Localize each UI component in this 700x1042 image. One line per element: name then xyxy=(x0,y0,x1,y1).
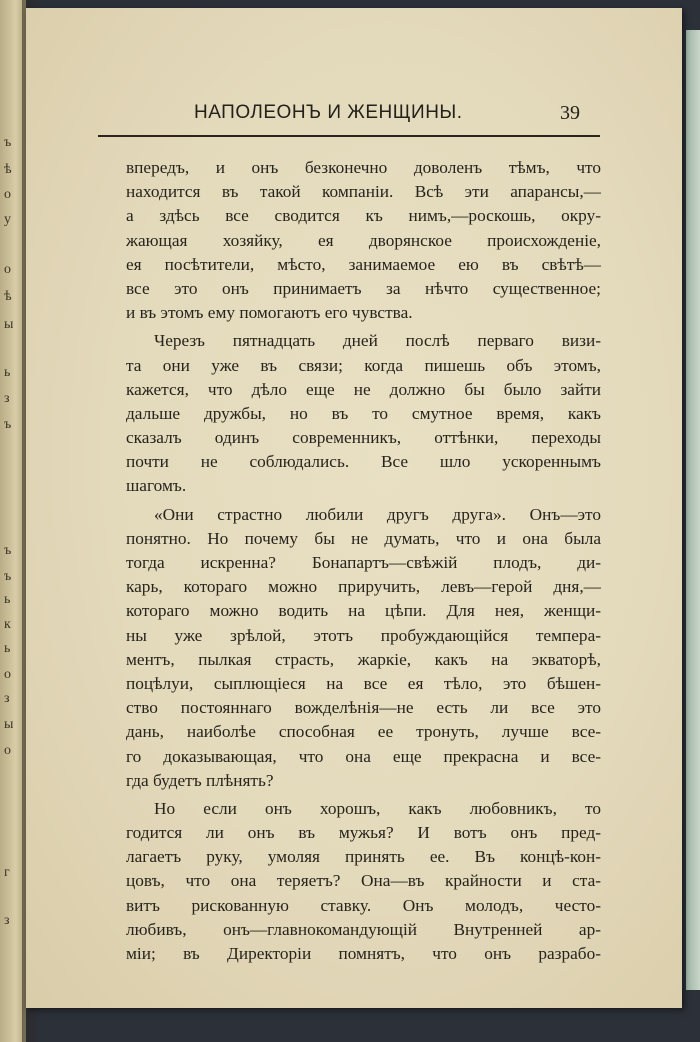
left-page-fragment: о xyxy=(4,187,11,202)
text-line: тогда искренна? Бонапартъ—свѣжій плодъ, ди- xyxy=(126,553,601,572)
text-line: ны уже зрѣлой, этотъ пробуждающійся темпера- xyxy=(126,625,601,645)
running-header xyxy=(98,100,600,130)
body-text xyxy=(126,156,601,966)
text-line: годится ли онъ въ мужья? И вотъ онъ пред- xyxy=(126,823,601,843)
text-line: гда будетъ плѣнять? xyxy=(126,770,274,790)
right-edge-strip xyxy=(686,30,700,990)
text-line: жающая хозяйку, ея дворянское происхожденіе, xyxy=(126,230,601,250)
left-page-fragment: ъ xyxy=(4,569,12,584)
left-page-fragment: ь xyxy=(4,592,11,607)
book-page xyxy=(26,8,682,1008)
text-line: ментъ, пылкая страсть, жаркіе, какъ на экваторѣ, xyxy=(126,649,601,669)
text-line: дань, наиболѣе способная ее тронуть, лучше все- xyxy=(126,722,601,742)
text-line: карь, котораго можно приручить, левъ—герой дня,— xyxy=(126,577,601,597)
text-line: ея посѣтители, мѣсто, занимаемое ею въ свѣтѣ— xyxy=(126,254,601,274)
text-line: дальше дружбы, но въ то смутное время, какъ xyxy=(126,403,601,423)
text-line: ство постояннаго вожделѣнія—не есть ли все это xyxy=(126,698,601,718)
text-line: находится въ такой компаніи. Всѣ эти апарансы,— xyxy=(126,182,601,202)
text-line: Черезъ пятнадцать дней послѣ перваго визи- xyxy=(154,331,601,351)
left-page-fragment: ь xyxy=(4,641,11,656)
left-page-fragment: з xyxy=(4,913,10,928)
text-line: котораго можно водить на цѣпи. Для нея, женщи- xyxy=(126,601,601,621)
running-title: НАПОЛЕОНЪ И ЖЕНЩИНЫ. xyxy=(194,102,463,123)
left-page-fragment: з xyxy=(4,391,10,406)
text-line: го доказывающая, что она еще прекрасна и все- xyxy=(126,746,601,766)
left-page-fragment: ь xyxy=(4,365,11,380)
left-page-fragment: ѣ xyxy=(4,289,12,304)
text-line: впередъ, и онъ безконечно доволенъ тѣмъ, что xyxy=(126,158,601,177)
text-line: почти не соблюдались. Все шло ускореннымъ xyxy=(126,452,601,472)
text-line: а здѣсь все сводится къ нимъ,—роскошь, окру- xyxy=(126,206,601,226)
left-page-fragment: ъ xyxy=(4,417,12,432)
left-page-fragment: ъ xyxy=(4,135,12,150)
left-page-fragment: ы xyxy=(4,717,14,732)
left-page-fragment: о xyxy=(4,743,11,758)
text-line: сказалъ одинъ современникъ, оттѣнки, переходы xyxy=(126,428,601,448)
text-line: міи; въ Директоріи помнятъ, что онъ разрабо- xyxy=(126,944,601,963)
text-line: лагаетъ руку, умоляя принять ее. Въ концѣ-кон- xyxy=(126,847,601,867)
left-page-fragment: о xyxy=(4,262,11,277)
text-line: поцѣлуи, сыплющіеся на все ея тѣло, это бѣшен- xyxy=(126,673,601,693)
left-page-fragment: ы xyxy=(4,317,14,332)
text-line: понятно. Но почему бы не думать, что и она была xyxy=(126,528,601,548)
left-page-fragment: о xyxy=(4,667,11,682)
text-line: Но если онъ хорошъ, какъ любовникъ, то xyxy=(154,798,601,818)
left-page-fragment: г xyxy=(4,865,10,880)
text-line: кажется, что дѣло еще не должно бы было зайти xyxy=(126,379,601,399)
text-line: и въ этомъ ему помогаютъ его чувства. xyxy=(126,303,413,323)
left-page-fragment: ѣ xyxy=(4,162,12,177)
left-page-fragment: ъ xyxy=(4,543,12,558)
header-rule xyxy=(98,135,600,137)
text-line: любивъ, онъ—главнокомандующій Внутренней ар- xyxy=(126,919,601,939)
text-line: цовъ, что она теряетъ? Она—въ крайности и ста- xyxy=(126,871,601,891)
text-line: все это онъ принимаетъ за нѣчто существенное; xyxy=(126,278,601,298)
left-page-fragment: у xyxy=(4,212,11,227)
text-line: «Они страстно любили другъ друга». Онъ—это xyxy=(154,504,601,524)
page-number: 39 xyxy=(560,102,580,124)
text-line: шагомъ. xyxy=(126,476,187,496)
text-line: витъ рискованную ставку. Онъ молодъ, често- xyxy=(126,895,601,915)
left-page-fragment: з xyxy=(4,691,10,706)
text-line: та они уже въ связи; когда пишешь объ этомъ, xyxy=(126,355,601,375)
left-page-fragment: к xyxy=(4,617,11,632)
